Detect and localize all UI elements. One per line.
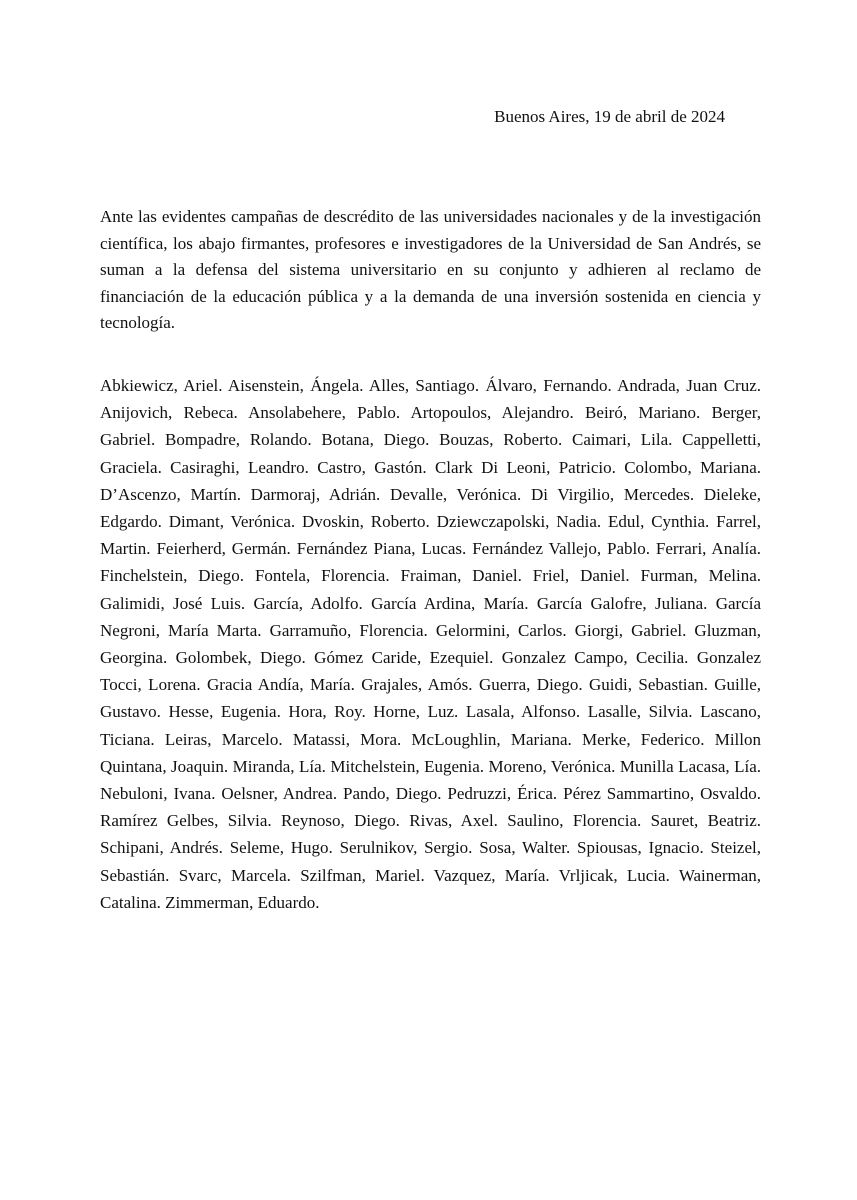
signatories-list: Abkiewicz, Ariel. Aisenstein, Ángela. Alles, Santiago. Álvaro, Fernando. Andrada, Juan Cruz. Anijovich, Rebeca. Ansolabehere, Pablo. Artopoulos, Alejandro. Beiró, Mariano. Berger, Gabriel. Bompadre, Rolando. Botana, Diego. Bouzas, Roberto. Caimari, Lila. Cappelletti, Graciela. Casiraghi, Leandro. Castro, Gastón. Clark Di Leoni, Patricio. Colombo, Mariana. D’Ascenzo, Martín. Darmoraj, Adrián. Devalle, Verónica. Di Virgilio, Mercedes. Dieleke, Edgardo. Dimant, Verónica. Dvoskin, Roberto. Dziewczapolski, Nadia. Edul, Cynthia. Farrel, Martin. Feierherd, Germán. Fernández Piana, Lucas. Fernández Vallejo, Pablo. Ferrari, Analía. Finchelstein, Diego. Fontela, Florencia. Fraiman, Daniel. Friel, Daniel. Furman, Melina. Galimidi, José Luis. García, Adolfo. García Ardina, María. García Galofre, Juliana. García Negroni, María Marta. Garramuño, Florencia. Gelormini, Carlos. Giorgi, Gabriel. Gluzman, Georgina. Golombek, Diego. Gómez Caride, Ezequiel. Gonzalez Campo, Cecilia. Gonzalez Tocci, Lorena. Gracia Andía, María. Grajales, Amós. Guerra, Diego. Guidi, Sebastian. Guille, Gustavo. Hesse, Eugenia. Hora, Roy. Horne, Luz. Lasala, Alfonso. Lasalle, Silvia. Lascano, Ticiana. Leiras, Marcelo. Matassi, Mora. McLoughlin, Mariana. Merke, Federico. Millon Quintana, Joaquin. Miranda, Lía. Mitchelstein, Eugenia. Moreno, Verónica. Munilla Lacasa, Lía. Nebuloni, Ivana. Oelsner, Andrea. Pando, Diego. Pedruzzi, Érica. Pérez Sammartino, Osvaldo. Ramírez Gelbes, Silvia. Reynoso, Diego. Rivas, Axel. Saulino, Florencia. Sauret, Beatriz. Schipani, Andrés. Seleme, Hugo. Serulnikov, Sergio. Sosa, Walter. Spiousas, Ignacio. Steizel, Sebastián. Svarc, Marcela. Szilfman, Mariel. Vazquez, María. Vrljicak, Lucia. Wainerman, Catalina. Zimmerman, Eduardo. xyxy=(100,376,761,912)
intro-paragraph: Ante las evidentes campañas de descrédito de las universidades nacionales y de la investigación científica, los abajo firmantes, profesores e investigadores de la Universidad de San Andrés, se suman a la defensa del sistema universitario en su conjunto y adhieren al reclamo de financiación de la educación pública y a la demanda de una inversión sostenida en ciencia y tecnología. xyxy=(100,207,761,333)
date-line: Buenos Aires, 19 de abril de 2024 xyxy=(494,107,725,126)
